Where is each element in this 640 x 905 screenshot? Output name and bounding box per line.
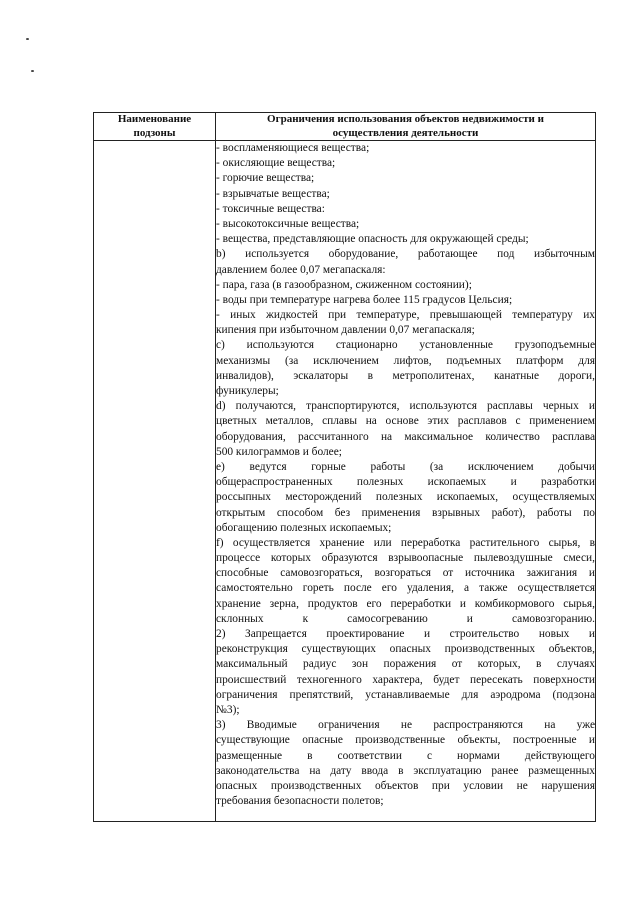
text-line: инвалидов), эскалаторы в метрополитенах, канатные дороги, [216, 369, 595, 382]
header-subzone-name [94, 113, 216, 141]
text-line: склонных к самосогреванию и самовозгоранию. [216, 612, 595, 625]
text-line: требования безопасности полетов; [216, 795, 384, 808]
text-line: законодательства на дату ввода в эксплуатацию ранее размещенных [216, 764, 595, 777]
text-line: реконструкция существующих опасных производственных объектов, [216, 643, 595, 656]
text-line: - токсичные вещества: [216, 202, 325, 215]
text-line: - горючие вещества; [216, 172, 315, 185]
header-line: подзоны [133, 126, 176, 139]
text-line: - взрывчатые вещества; [216, 187, 330, 200]
header-line: Наименование [117, 113, 192, 125]
text-line: фуникулеры; [216, 385, 279, 397]
header-restrictions [216, 113, 596, 141]
text-line: существующие опасные производственные объекты, построенные и [216, 734, 595, 747]
text-line: 3) Вводимые ограничения не распространяются на уже [216, 719, 595, 732]
text-line: - высокотоксичные вещества; [216, 217, 360, 230]
text-line: обогащению полезных ископаемых; [216, 521, 392, 534]
text-line: ограничения препятствий, устанавливаемые для аэродрома (подзона [216, 688, 595, 701]
text-line: происшествий техногенного характера, будет пересекать поверхности [216, 673, 595, 686]
text-line: - воды при температуре нагрева более 115 градусов Цельсия; [216, 293, 513, 306]
text-line: - окисляющие вещества; [216, 157, 336, 170]
text-line: 2) Запрещается проектирование и строительство новых и [216, 628, 595, 640]
table-header-row [94, 113, 596, 141]
text-line: - пара, газа (в газообразном, сжиженном состоянии); [216, 278, 472, 291]
text-line: максимальный радиус зон поражения от которых, в случаях [216, 658, 595, 671]
scan-speck [31, 70, 34, 72]
restrictions-cell [216, 141, 596, 822]
header-line: осуществления деятельности [332, 126, 479, 139]
text-line: 500 килограммов и более; [216, 445, 342, 458]
text-line: процессе которых образуются взрывоопасные пылевоздушные смеси, [216, 552, 595, 565]
text-line: открытым способом без применения взрывных работ), работы по [216, 506, 595, 519]
text-line: - иных жидкостей при температуре, превышающей температуру их [216, 309, 595, 322]
text-line: №3); [216, 703, 240, 716]
text-line: размещенные в соответствии с нормами действующего [216, 749, 595, 762]
text-line: оборудования, рассчитанного на максимальное количество расплава [216, 430, 595, 443]
scan-speck [26, 38, 29, 40]
text-line: b) используется оборудование, работающее под избыточным [216, 248, 595, 261]
table-row [94, 141, 596, 822]
text-line: давлением более 0,07 мегапаскаля: [216, 263, 386, 276]
text-line: россыпных месторождений полезных ископаемых, осуществляемых [216, 491, 595, 504]
text-line: общераспространенных полезных ископаемых и разработки [216, 476, 595, 489]
text-line: хранение зерна, продуктов его переработки и комбикормового сырья, [216, 597, 595, 610]
header-line: Ограничения использования объектов недвижимости и [267, 113, 544, 125]
text-line: цветных металлов, сплавы на основе этих расплавов с применением [216, 415, 595, 428]
text-line: опасных производственных объектов при условии не нарушения [216, 779, 595, 792]
text-line: d) получаются, транспортируются, используются расплавы черных и [216, 400, 595, 413]
text-line: - воспламеняющиеся вещества; [216, 142, 370, 154]
text-line: e) ведутся горные работы (за исключением добычи [216, 460, 595, 473]
text-line: - вещества, представляющие опасность для окружающей среды; [216, 233, 529, 246]
text-line: самостоятельно гореть после его удаления, а также осуществляется [216, 582, 595, 595]
text-line: c) используются стационарно установленные грузоподъемные [216, 339, 595, 352]
restrictions-table [93, 112, 596, 822]
text-line: f) осуществляется хранение или переработка растительного сырья, в [216, 536, 595, 549]
text-line: кипения при избыточном давлении 0,07 мегапаскаля; [216, 324, 475, 337]
subzone-name-cell [94, 141, 216, 822]
text-line: способные самовозгораться, возгораться от источника зажигания и [216, 567, 595, 580]
text-line: механизмы (за исключением лифтов, подъемных платформ для [216, 354, 595, 367]
